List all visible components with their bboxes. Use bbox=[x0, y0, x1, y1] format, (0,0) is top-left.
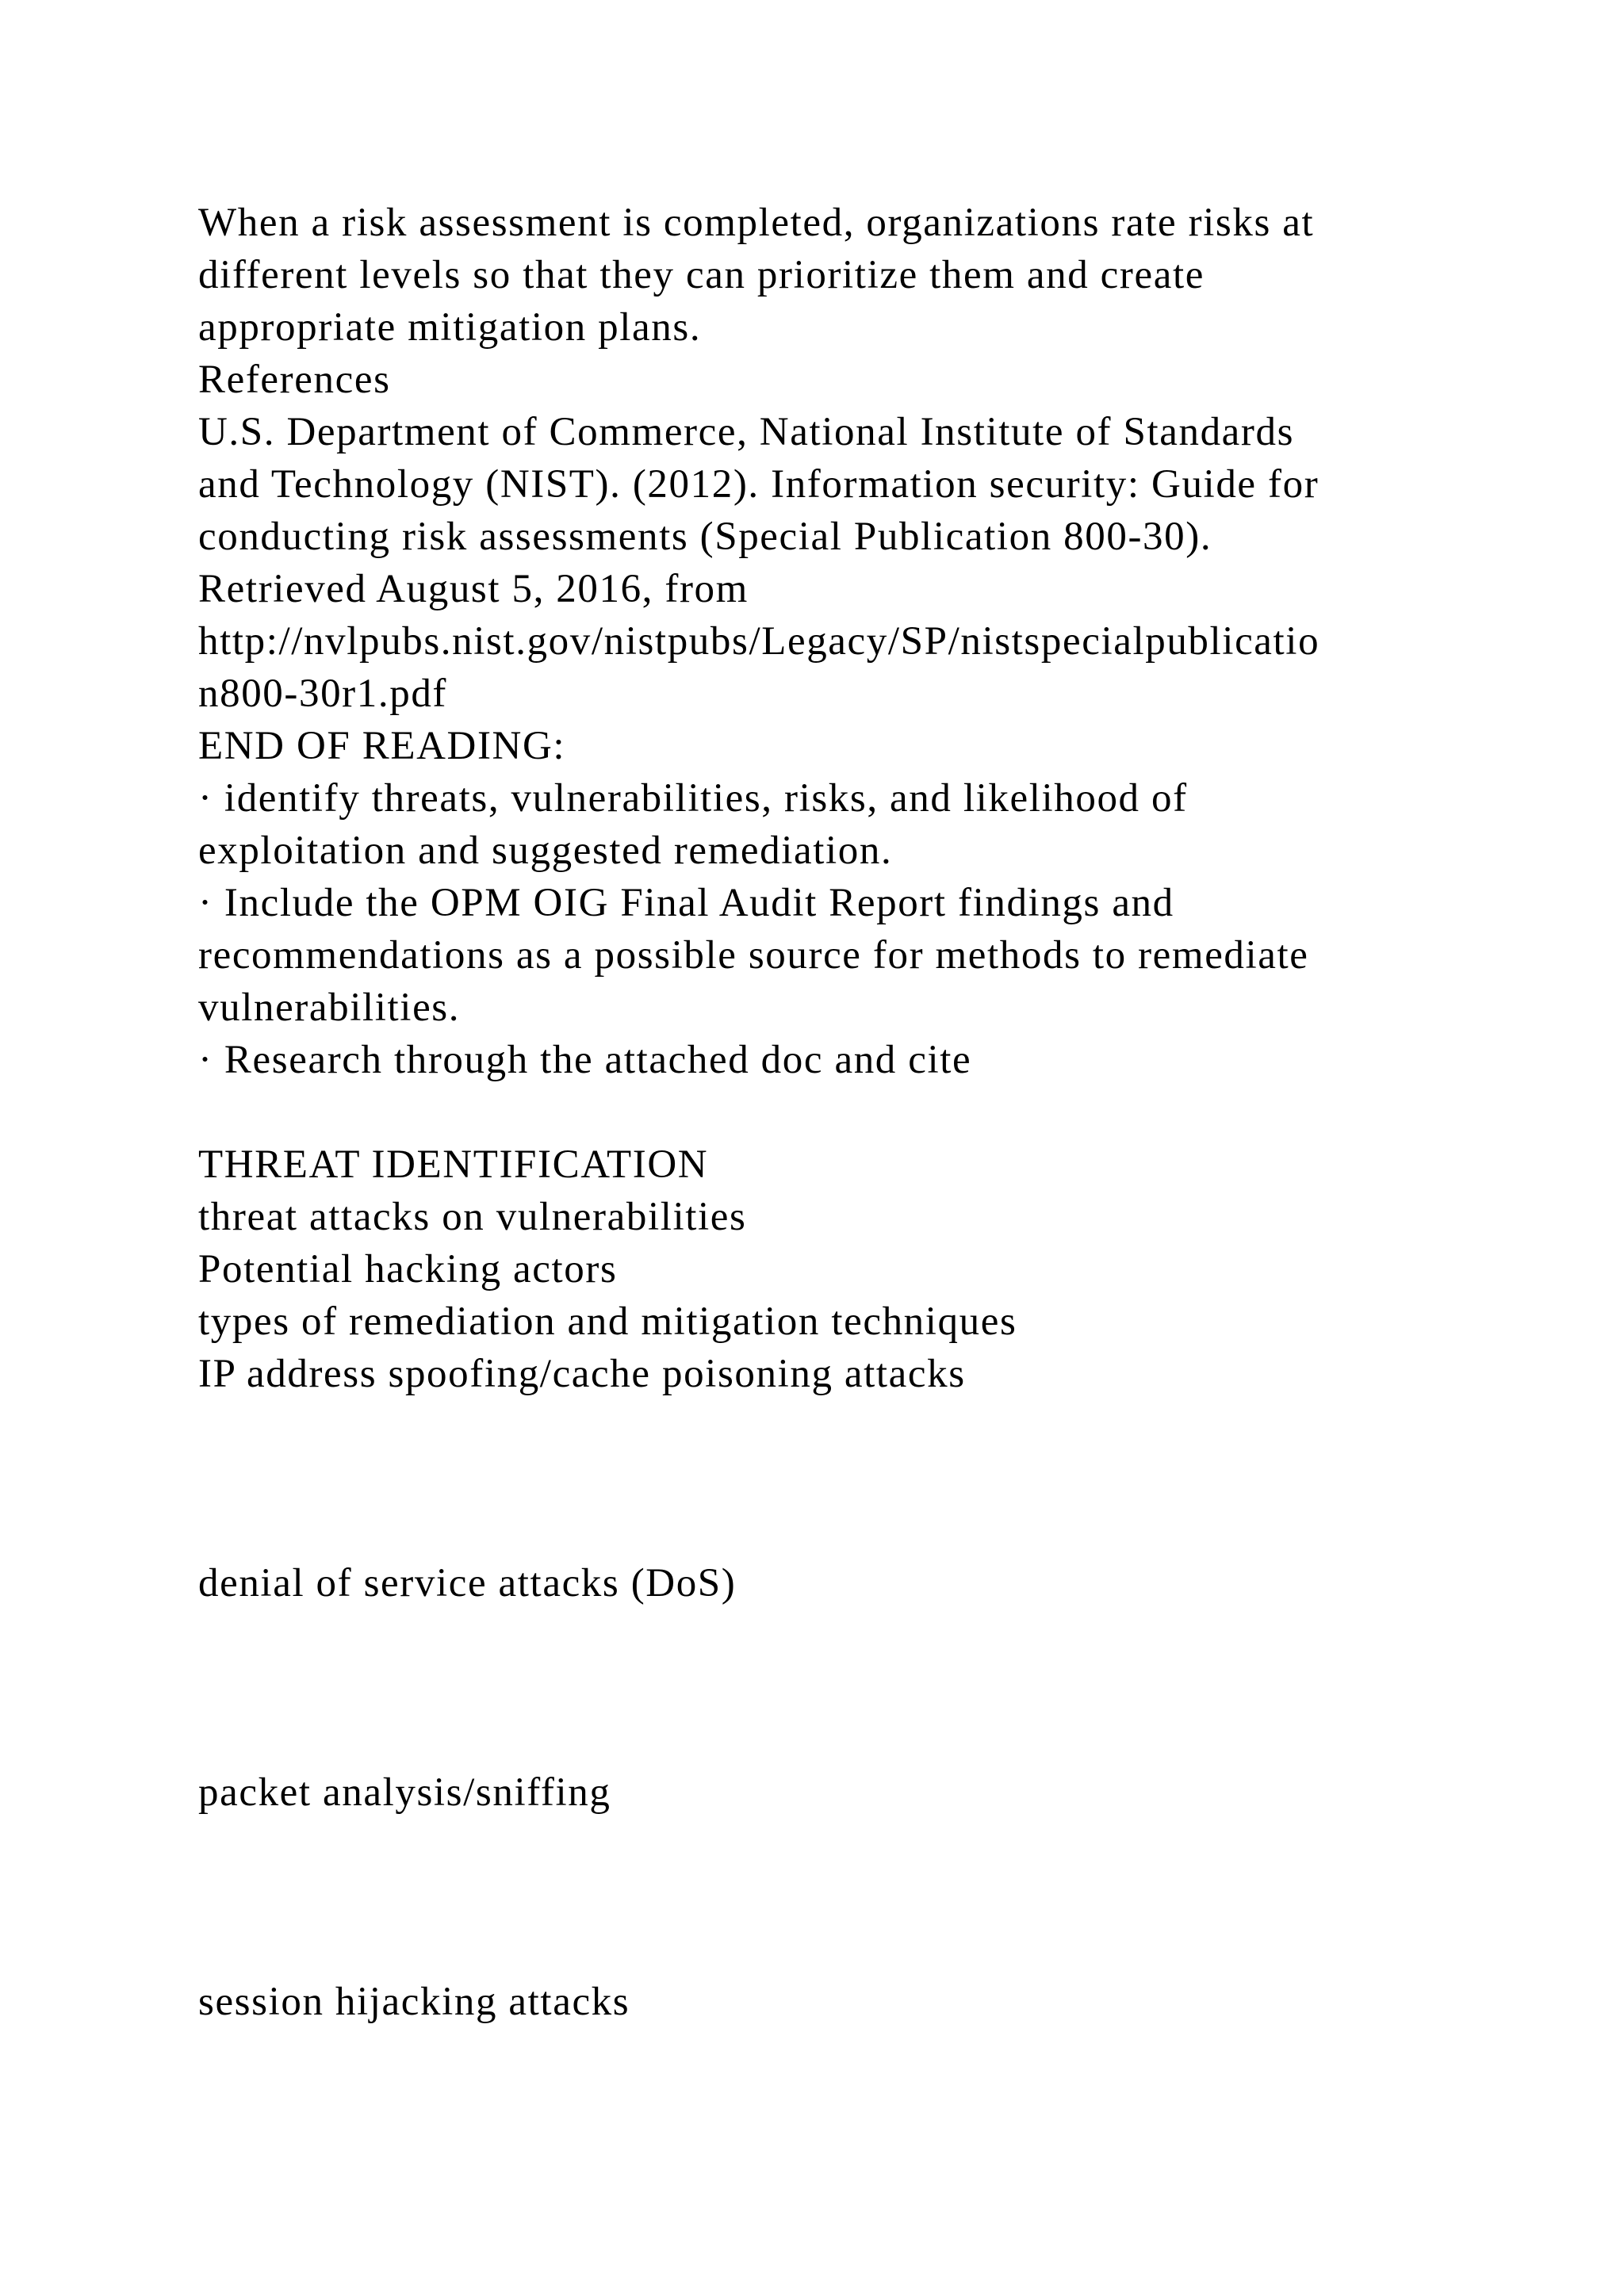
intro-line: appropriate mitigation plans. bbox=[198, 305, 702, 350]
document-body bbox=[198, 197, 1499, 2028]
reference-line: U.S. Department of Commerce, National Institute of Standards bbox=[198, 410, 1295, 454]
attack-item-dos: denial of service attacks (DoS) bbox=[198, 1561, 737, 1605]
reference-line: Retrieved August 5, 2016, from bbox=[198, 567, 749, 611]
end-of-reading-heading: END OF READING: bbox=[198, 724, 566, 768]
bullet-line: exploitation and suggested remediation. bbox=[198, 828, 893, 873]
intro-line: different levels so that they can prioritize them and create bbox=[198, 253, 1205, 297]
bullet-line: · Include the OPM OIG Final Audit Report findings and bbox=[198, 881, 1174, 925]
bullet-line: · Research through the attached doc and cite bbox=[198, 1038, 972, 1082]
references-heading: References bbox=[198, 358, 391, 402]
bullet-line: vulnerabilities. bbox=[198, 985, 461, 1030]
blank-space bbox=[198, 1609, 1499, 1766]
reference-line: and Technology (NIST). (2012). Information security: Guide for bbox=[198, 462, 1320, 507]
threat-line: threat attacks on vulnerabilities bbox=[198, 1195, 747, 1239]
threat-identification-heading: THREAT IDENTIFICATION bbox=[198, 1142, 709, 1187]
threat-line: IP address spoofing/cache poisoning attacks bbox=[198, 1352, 966, 1396]
blank-line bbox=[198, 1086, 1499, 1138]
threat-line: types of remediation and mitigation techniques bbox=[198, 1299, 1017, 1344]
reference-url-line: http://nvlpubs.nist.gov/nistpubs/Legacy/SP/nistspecialpublicatio bbox=[198, 619, 1320, 664]
bullet-line: · identify threats, vulnerabilities, risks, and likelihood of bbox=[198, 776, 1188, 821]
blank-space bbox=[198, 1400, 1499, 1557]
attack-item-sniffing: packet analysis/sniffing bbox=[198, 1770, 611, 1815]
attack-item-session-hijacking: session hijacking attacks bbox=[198, 1980, 630, 2024]
bullet-line: recommendations as a possible source for methods to remediate bbox=[198, 933, 1309, 978]
blank-space bbox=[198, 1819, 1499, 1976]
reference-url-line: n800-30r1.pdf bbox=[198, 672, 448, 716]
reference-line: conducting risk assessments (Special Publication 800-30). bbox=[198, 515, 1212, 559]
intro-line: When a risk assessment is completed, organizations rate risks at bbox=[198, 201, 1315, 245]
threat-line: Potential hacking actors bbox=[198, 1247, 618, 1292]
